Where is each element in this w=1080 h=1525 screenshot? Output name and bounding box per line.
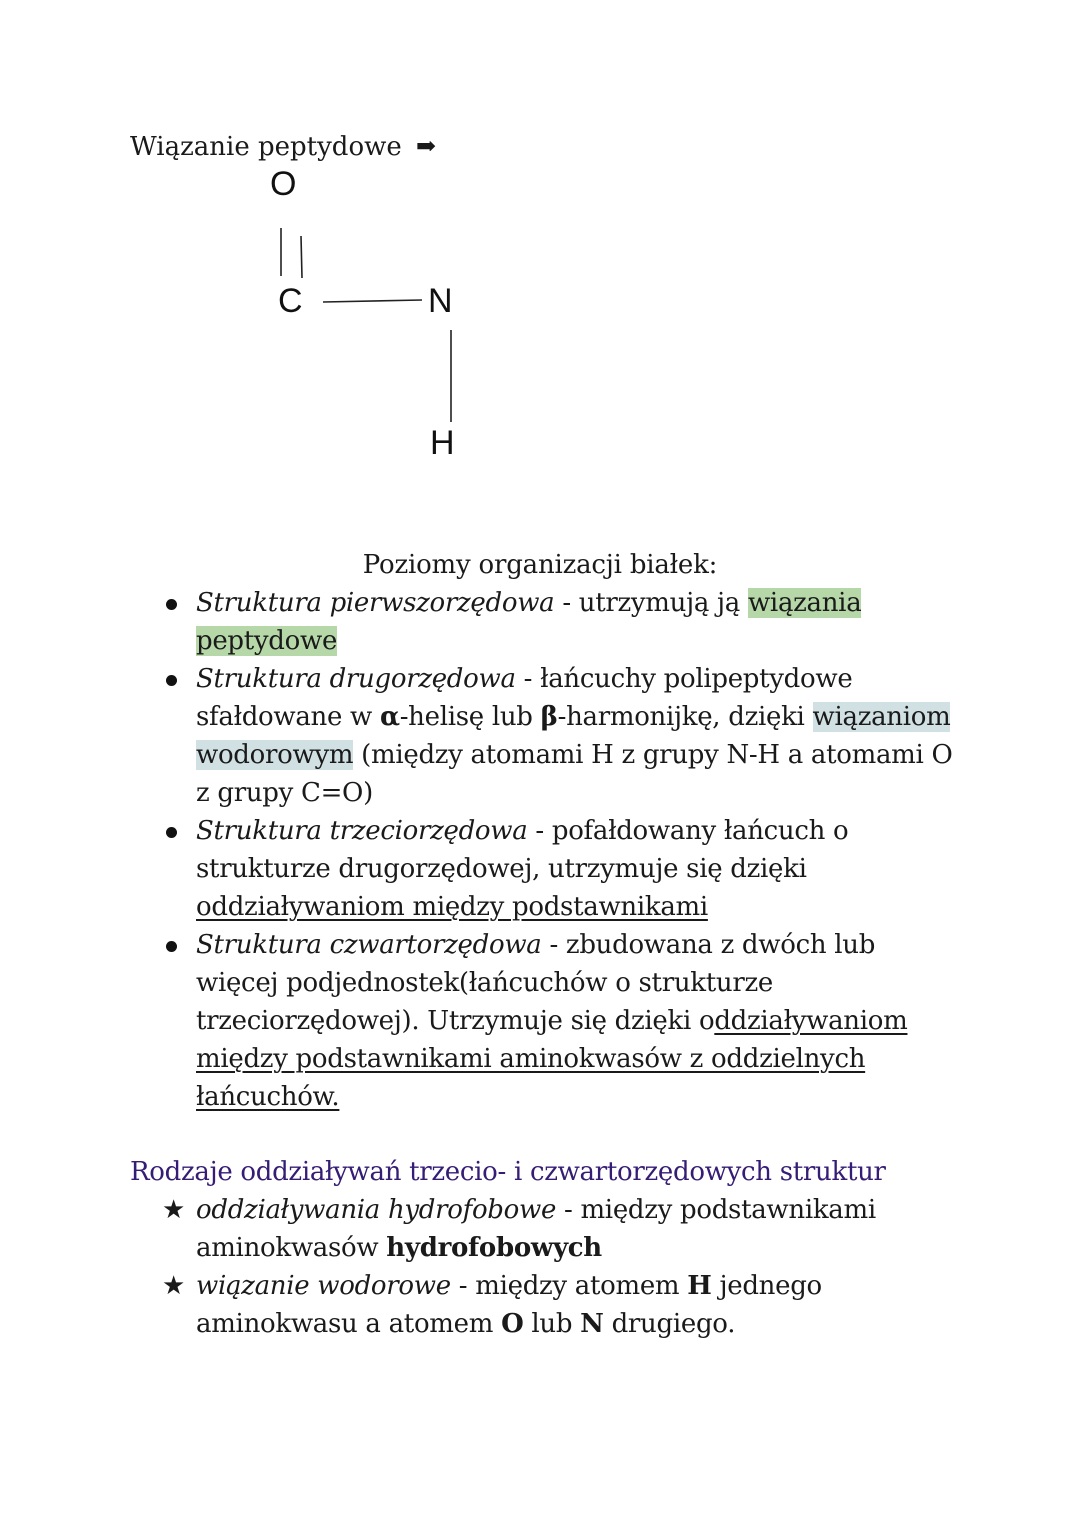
term: wiązanie wodorowe [196,1271,451,1301]
separator: - [450,1271,476,1301]
separator: - [556,1195,581,1225]
term: Struktura drugorzędowa [196,664,516,694]
underlined-text: oddziaływaniom między podstawnikami [196,892,708,922]
separator: - [541,930,566,960]
description: utrzymują ją [578,588,748,618]
bullet-icon [166,599,177,610]
description: zbudowana z dwóch lub więcej podjednostek(łańcuchów o strukturze trzeciorzędowej). Utrzymuje się dzięki o [196,930,876,1036]
bullet-icon [166,675,177,686]
list-item-tertiary [160,812,960,926]
description: pofałdowany łańcuch o strukturze drugorzędowej, utrzymuje się dzięki [196,816,849,884]
highlight-hydrogen-bonds: wiązaniom wodorowym [196,702,951,770]
list-item-hydrophobic [162,1191,962,1267]
levels-heading: Poziomy organizacji białek: [362,550,718,580]
term: Struktura pierwszorzędowa [196,588,555,618]
description: -helisę lub [399,702,541,732]
list-item-hydrogen-bond [162,1267,962,1343]
bullet-icon [166,941,177,952]
list-item-primary [160,584,960,660]
description: między atomem [475,1271,688,1301]
description: łańcuchy polipeptydowe sfałdowane w [196,664,853,732]
hydrogen-atom: H [430,424,455,462]
separator: - [527,816,552,846]
interactions-heading: Rodzaje oddziaływań trzecio- i czwartorzędowych struktur [130,1157,886,1187]
description: lub [523,1309,581,1339]
bold-text: H [687,1271,712,1301]
bullet-icon [166,827,177,838]
list-item-quaternary [160,926,960,1116]
list-item-secondary [160,660,960,812]
star-icon: ★ [162,1195,186,1225]
description: jednego aminokwasu a atomem [196,1271,822,1339]
bold-text: O [501,1309,524,1339]
description: -harmonijkę, dzięki [557,702,813,732]
bold-text: hydrofobowych [386,1233,602,1263]
highlight-peptide-bonds: wiązania peptydowe [196,588,862,656]
peptide-bond-title: Wiązanie peptydowe [130,132,402,162]
levels-list [160,584,960,1116]
separator: - [515,664,541,694]
term: Struktura trzeciorzędowa [196,816,528,846]
interactions-list [162,1191,962,1343]
description: między podstawnikami aminokwasów [196,1195,876,1263]
right-arrow-icon: ➡ [416,132,437,160]
term: Struktura czwartorzędowa [196,930,542,960]
oxygen-atom: O [270,165,297,203]
carbon-atom: C [278,282,303,320]
description: (między atomami H z grupy N-H a atomami O z grupy C=O) [196,740,953,808]
description: drugiego. [603,1309,736,1339]
underlined-text: ddziaływaniom między podstawnikami aminokwasów z oddzielnych łańcuchów. [196,1006,908,1112]
term: oddziaływania hydrofobowe [196,1195,557,1225]
beta-symbol: β [540,702,558,732]
nitrogen-atom: N [428,282,453,320]
separator: - [554,588,579,618]
bold-text: N [580,1309,604,1339]
peptide-bond-diagram [255,160,495,470]
alpha-symbol: α [379,702,400,732]
star-icon: ★ [162,1271,186,1301]
